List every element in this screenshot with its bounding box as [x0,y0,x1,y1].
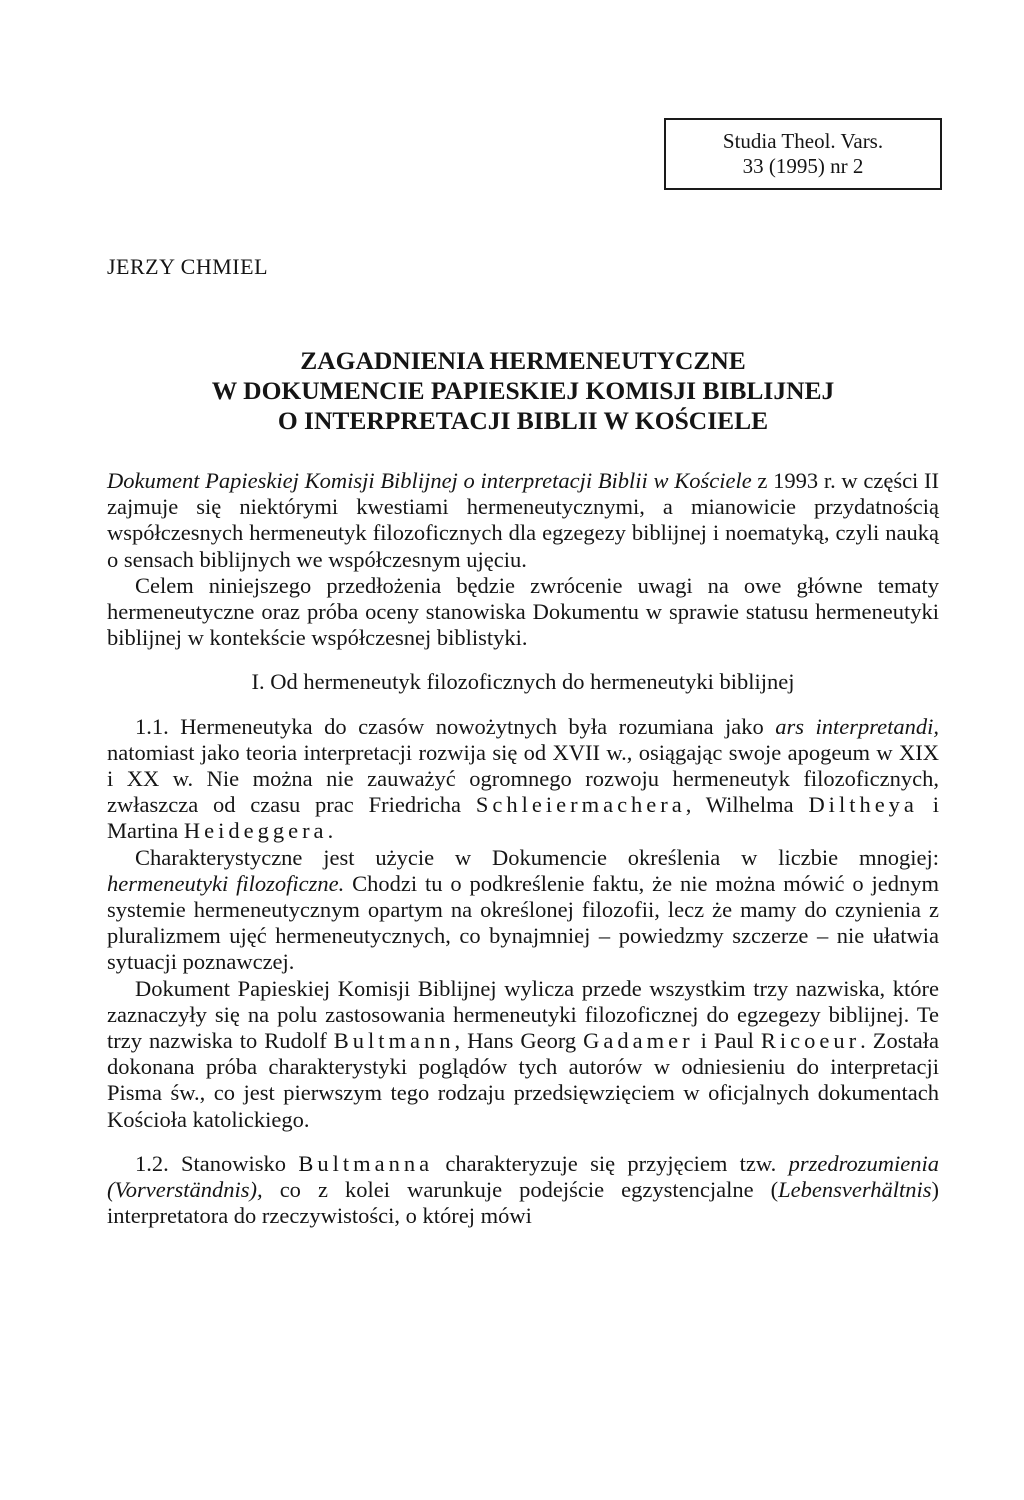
paragraph-three-names: Dokument Papieskiej Komisji Biblijnej wylicza przede wszystkim trzy nazwiska, które zaznaczyły się na polu zastosowania hermeneutyki filozoficznej do egzegezy biblijnej. Te trzy nazwiska to Rudolf Bultmann, Hans Georg Gadamer i Paul Ricoeur. Została dokonana próba charakterystyki poglądów tych autorów w odniesieniu do interpretacji Pisma św., co jest pierwszym tego rodzaju przedsięwzięciem w oficjalnych dokumentach Kościoła katolickiego. [107,975,939,1132]
abstract-italic: Dokument Papieskiej Komisji Biblijnej o interpretacji Biblii w Kościele [107,468,752,493]
paragraph-plural-hermeneutics: Charakterystyczne jest użycie w Dokumencie określenia w liczbie mnogiej: hermeneutyki filozoficzne. Chodzi tu o podkreślenie faktu, że nie można mówić o jednym systemie hermeneutycznym opartym na określonej filozofii, lecz że mamy do czynienia z pluralizmem ujęć hermeneutycznych, co bynajmniej – powiedzmy szczerze – nie ułatwia sytuacji poznawczej. [107,844,939,975]
article-body [107,468,939,1229]
spaced-name: Bultmanna [298,1150,434,1176]
title-line-1: ZAGADNIENIA HERMENEUTYCZNE [300,346,746,375]
spaced-name: Ricoeur [760,1028,861,1054]
spaced-name: Diltheya [808,792,918,818]
paragraph-1-1: 1.1. Hermeneutyka do czasów nowożytnych była rozumiana jako ars interpretandi, natomiast jako teoria interpretacji rozwija się od XVII w., osiągając swoje apogeum w XIX i XX w. Nie można nie zauważyć ogromnego rozwoju hermeneutyk filozoficznych, zwłaszcza od czasu prac Friedricha Schleiermachera, Wilhelma Diltheya i Martina Heideggera. [107,713,940,844]
abstract-paragraph-1: Dokument Papieskiej Komisji Biblijnej o interpretacji Biblii w Kościele z 1993 r. w części II zajmuje się niektórymi kwestiami hermeneutycznymi, a mianowicie przydatnością współczesnych hermeneutyk filozoficznych dla egzegezy biblijnej i noematyką, czyli nauką o sensach biblijnych we współczesnym ujęciu. [107,468,940,572]
author-name: JERZY CHMIEL [107,254,269,279]
title-line-2: W DOKUMENCIE PAPIESKIEJ KOMISJI BIBLIJNEJ [211,376,835,405]
paragraph-spacer [107,1133,939,1151]
spaced-name: Bultmann [333,1028,455,1054]
journal-volume: 33 (1995) nr 2 [742,154,864,178]
title-line-3: O INTERPRETACJI BIBLII W KOŚCIELE [277,406,769,435]
paragraph-1-2: 1.2. Stanowisko Bultmanna charakteryzuje się przyjęciem tzw. przedrozumienia (Vorverständnis), co z kolei warunkuje podejście egzystencjalne (Lebensverhältnis) interpretatora do rzeczywistości, o której mówi [107,1150,939,1229]
section-heading: I. Od hermeneutyk filozoficznych do hermeneutyki biblijnej [251,669,795,695]
spaced-name: Gadamer [583,1028,694,1054]
article-title [107,346,939,436]
abstract-paragraph-2: Celem niniejszego przedłożenia będzie zwrócenie uwagi na owe główne tematy hermeneutyczne oraz próba oceny stanowiska Dokumentu w sprawie statusu hermeneutyki biblijnej w kontekście współczesnej biblistyki. [107,572,939,651]
spaced-name: Heideggera [183,818,328,844]
journal-reference-box [664,118,942,190]
journal-title: Studia Theol. Vars. [722,129,884,153]
spaced-name: Schleiermachera [475,792,686,818]
